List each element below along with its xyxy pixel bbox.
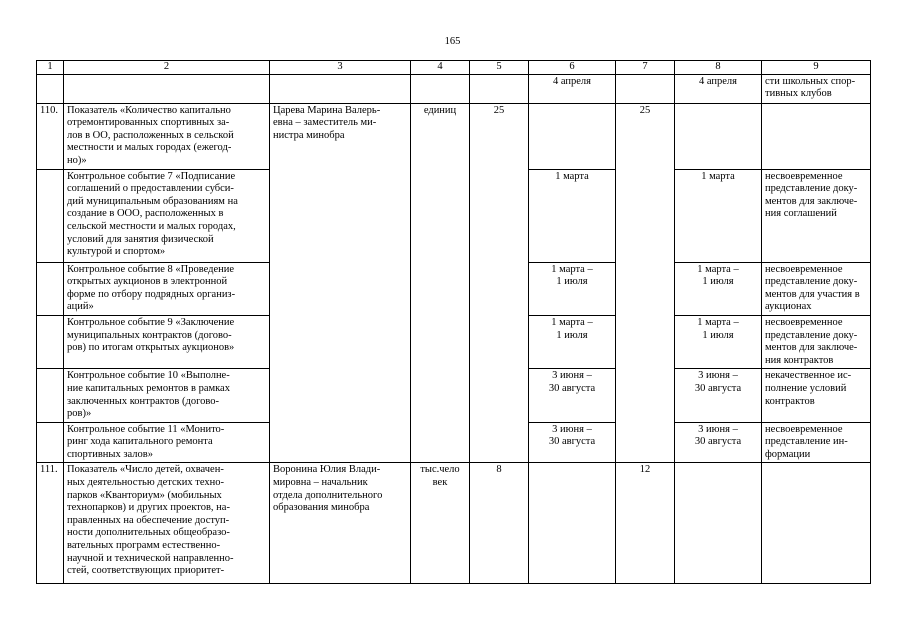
- event-date-end: 1 марта – 1 июля: [675, 315, 762, 368]
- header-row: [37, 61, 871, 75]
- header-col-2: 2: [64, 61, 270, 75]
- unit: единиц: [411, 103, 470, 463]
- event-risk: несвоевременное представление доку- ментов для заключе- ния соглашений: [762, 169, 871, 262]
- header-col-7: 7: [616, 61, 675, 75]
- event-date-end: 3 июня – 30 августа: [675, 422, 762, 463]
- header-col-6: 6: [529, 61, 616, 75]
- continued-date-end: 4 апреля: [675, 74, 762, 103]
- continued-date-start: 4 апреля: [529, 74, 616, 103]
- header-col-4: 4: [411, 61, 470, 75]
- plan-table: [36, 60, 871, 584]
- header-col-3: 3: [270, 61, 411, 75]
- value-col-5: 25: [470, 103, 529, 463]
- value-col-7: 25: [616, 103, 675, 463]
- value-col-7: 12: [616, 463, 675, 584]
- header-col-8: 8: [675, 61, 762, 75]
- event-text: Контрольное событие 8 «Проведение открытых аукционов в электронной форме по отбору подрядных организ- аций»: [64, 262, 270, 315]
- event-date-end: 1 марта – 1 июля: [675, 262, 762, 315]
- event-text: Контрольное событие 11 «Монито- ринг хода капитального ремонта спортивных залов»: [64, 422, 270, 463]
- event-date-start: 1 марта – 1 июля: [529, 262, 616, 315]
- indicator-text: Показатель «Количество капитально отремонтированных спортивных за- лов в ОО, расположенных в сельской местности и малых городах (ежегод- но)»: [64, 103, 270, 169]
- header-col-1: 1: [37, 61, 64, 75]
- responsible-person: Царева Марина Валерь- евна – заместитель ми- нистра минобра: [270, 103, 411, 463]
- page-number: 165: [444, 36, 461, 47]
- indicator-text: Показатель «Число детей, охвачен- ных деятельностью детских техно- парков «Кванториум» (мобильных технопарков) и других проектов, на- правленных на обеспечение доступ- ности дополнительных общеобразо- вательных программ естественно- научной и технической направленно- стей, соответствующих приоритет-: [64, 463, 270, 584]
- event-text: Контрольное событие 7 «Подписание соглашений о предоставлении субси- дий муниципальным образованиям на создание в ООО, расположенных в сельской местности и малых городах, условий для занятия физической культурой и спортом»: [64, 169, 270, 262]
- responsible-person: Воронина Юлия Влади- мировна – начальник отдела дополнительного образования минобра: [270, 463, 411, 584]
- continued-row: [37, 74, 871, 103]
- table-row-111: [37, 463, 871, 584]
- event-date-start: 3 июня – 30 августа: [529, 422, 616, 463]
- header-col-5: 5: [470, 61, 529, 75]
- event-date-end: 3 июня – 30 августа: [675, 369, 762, 422]
- event-text: Контрольное событие 10 «Выполне- ние капитальных ремонтов в рамках заключенных контрактов (догово- ров)»: [64, 369, 270, 422]
- value-col-5: 8: [470, 463, 529, 584]
- row-number: 110.: [37, 103, 64, 169]
- event-date-end: 1 марта: [675, 169, 762, 262]
- event-date-start: 3 июня – 30 августа: [529, 369, 616, 422]
- unit: тыс.чело век: [411, 463, 470, 584]
- event-risk: некачественное ис- полнение условий контрактов: [762, 369, 871, 422]
- continued-risk: сти школьных спор- тивных клубов: [762, 74, 871, 103]
- header-col-9: 9: [762, 61, 871, 75]
- event-risk: несвоевременное представление ин- формации: [762, 422, 871, 463]
- event-date-start: 1 марта – 1 июля: [529, 315, 616, 368]
- event-risk: несвоевременное представление доку- ментов для участия в аукционах: [762, 262, 871, 315]
- event-risk: несвоевременное представление доку- ментов для заключе- ния контрактов: [762, 315, 871, 368]
- table-row-110: [37, 103, 871, 169]
- event-text: Контрольное событие 9 «Заключение муниципальных контрактов (догово- ров) по итогам открытых аукционов»: [64, 315, 270, 368]
- row-number: 111.: [37, 463, 64, 584]
- event-date-start: 1 марта: [529, 169, 616, 262]
